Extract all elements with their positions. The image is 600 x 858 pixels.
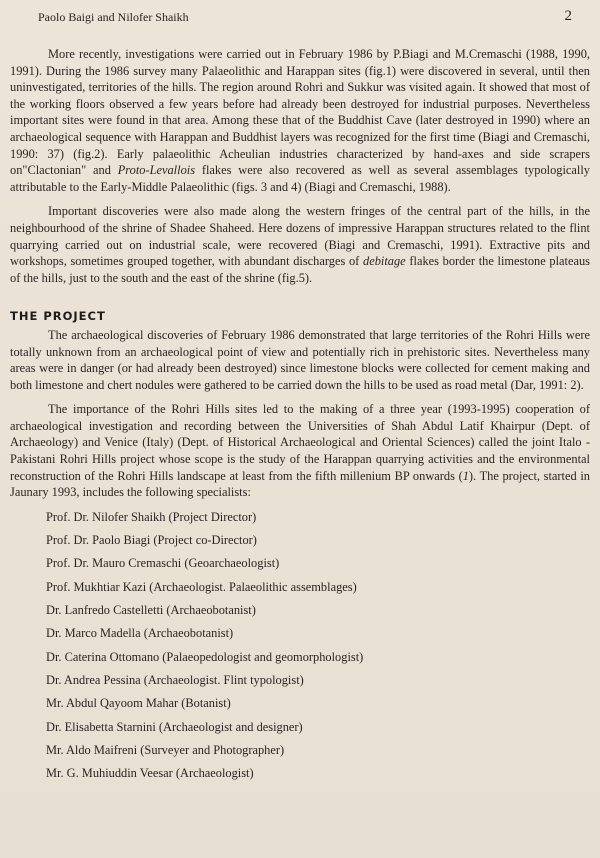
list-item: Mr. Aldo Maifreni (Surveyer and Photographer)	[46, 742, 285, 757]
italic-term: debitage	[363, 254, 406, 269]
footnote-ref: 1	[462, 468, 469, 483]
paragraph-shadee-shaheed: Important discoveries were also made along the western fringes of the central part of the hills, in the neighbourhood of the shrine of Shadee Shaheed. Here dozens of impressive Harappan structures related to the flint quarrying carried out on industrial scale, were recovered (Biagi and Cremaschi, 1991). Extractive pits and workshops, sometimes grouped together, with abundant discharges of debitage flakes border the limestone plateaus of the hills, just to the south and the east of the shrine (fig.5).	[10, 204, 591, 285]
body-text	[10, 46, 590, 788]
list-item: Mr. G. Muhiuddin Veesar (Archaeologist)	[46, 766, 254, 781]
paragraph-discoveries-1986: The archaeological discoveries of February 1986 demonstrated that large territories of the Rohri Hills were totally unknown from an archaeological point of view and potentially rich in prehistoric sites. Nevertheless many areas were in danger (or had already been destroyed) since limestone blocks were collected for cement making and both limestone and chert nodules were gathered to be carried down the hills to be used as road metal (Dar, 1991: 2).	[10, 327, 590, 392]
list-item: Prof. Dr. Paolo Biagi (Project co-Director)	[46, 533, 257, 548]
list-item: Prof. Mukhtiar Kazi (Archaeologist. Palaeolithic assemblages)	[46, 579, 357, 594]
header-authors: Paolo Baigi and Nilofer Shaikh	[38, 10, 189, 24]
specialists-list	[10, 509, 590, 789]
paragraph-recent-investigations: More recently, investigations were carried out in February 1986 by P.Biagi and M.Cremaschi (1988, 1990, 1991). During the 1986 survey many Palaeolithic and Harappan sites (fig.1) were discovered in several, until then uninvestigated, territories of the hills. The region around Rohri and Sukkur was visited again. It showed that most of the working floors observed a few years before had already been destroyed for industrial purposes. Nevertheless important sites were found in that area. Among these that of the Buddhist Cave (later destroyed in 1990) where an archaeological sequence with Harappan and Buddhist layers was recognized for the first time (Biagi and Cremaschi, 1990: 37) (fig.2). Early palaeolithic Acheulian industries characterized by hand-axes and side scrapers on"Clactonian" and Proto-Levallois flakes were also recovered as well as several assemblages typologically attributable to the Early-Middle Palaeolithic (figs. 3 and 4) (Biagi and Cremaschi, 1988).	[10, 47, 590, 194]
section-heading: THE PROJECT	[10, 309, 106, 324]
running-header	[38, 8, 580, 28]
list-item: Dr. Lanfredo Castelletti (Archaeobotanist)	[46, 603, 256, 618]
list-item: Mr. Abdul Qayoom Mahar (Botanist)	[46, 696, 231, 711]
page-number: 2	[564, 8, 572, 24]
list-item: Dr. Marco Madella (Archaeobotanist)	[46, 626, 234, 641]
list-item: Prof. Dr. Mauro Cremaschi (Geoarchaeologist)	[46, 556, 280, 571]
list-item: Dr. Andrea Pessina (Archaeologist. Flint typologist)	[46, 672, 304, 687]
list-item: Prof. Dr. Nilofer Shaikh (Project Director)	[46, 509, 257, 524]
paragraph-project-scope: The importance of the Rohri Hills sites led to the making of a three year (1993-1995) cooperation of archaeological investigation and recording between the Universities of Shah Abdul Latif Khairpur (Dept. of Archaeology) and Venice (Italy) (Dept. of Historical Archaeological and Oriental Sciences) called the joint Italo - Pakistani Rohri Hills project whose scope is the study of the Harappan quarrying activities and the environmental reconstruction of the Rohri Hills landscape at least from the fifth millenium BP onwards (1). The project, started in Jaunary 1993, includes the following specialists:	[10, 402, 590, 500]
italic-term: Proto-Levallois	[117, 163, 196, 178]
list-item: Dr. Elisabetta Starnini (Archaeologist and designer)	[46, 719, 303, 734]
list-item: Dr. Caterina Ottomano (Palaeopedologist and geomorphologist)	[46, 649, 364, 664]
